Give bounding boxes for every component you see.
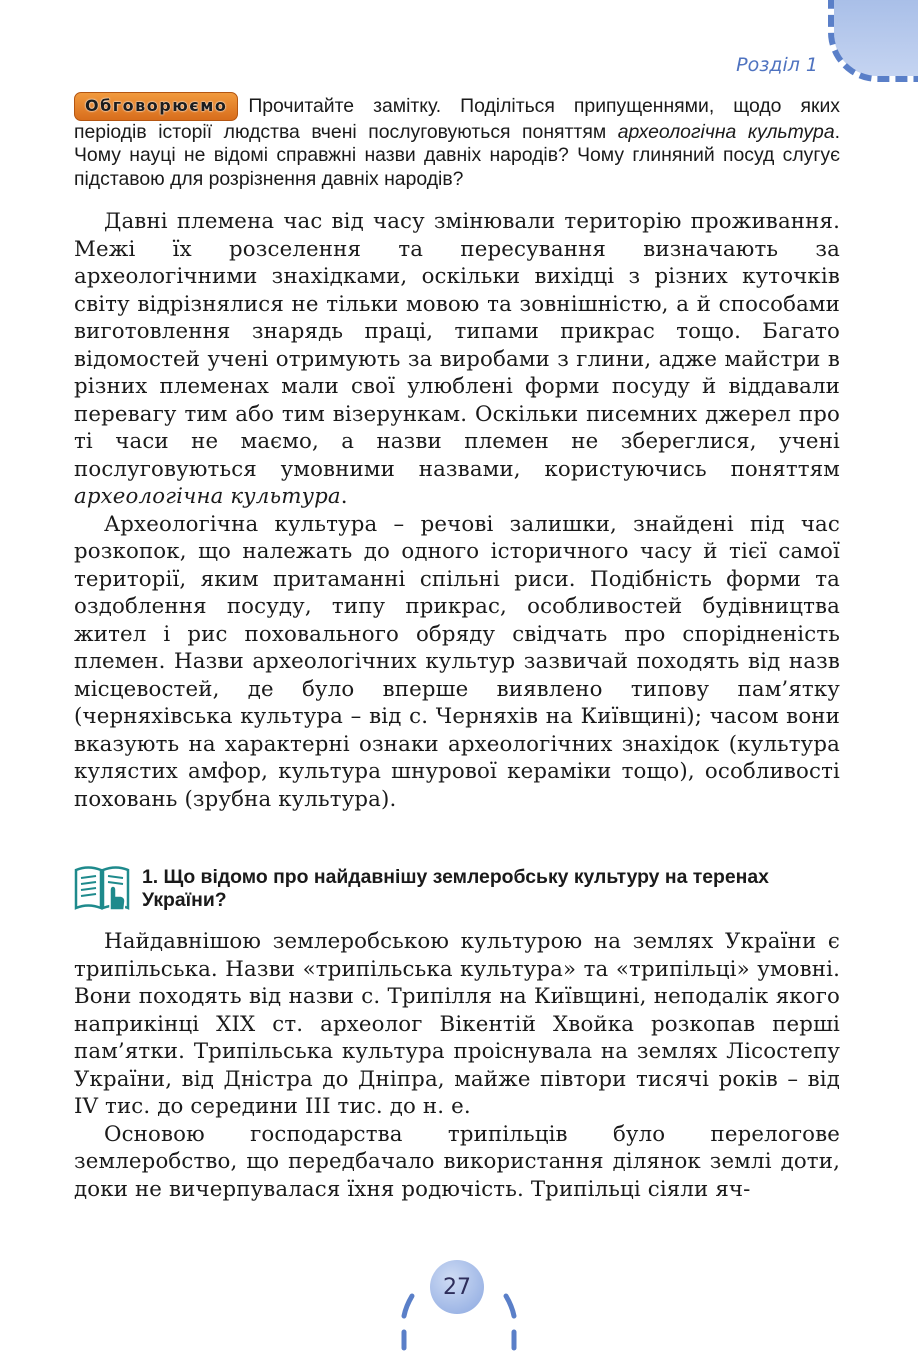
prompt-term: археологічна культура (617, 120, 835, 143)
page-number-badge (398, 1258, 520, 1360)
paragraph-2: Археологічна культура – речові залишки, знайдені під час розкопок, що належать до одного історичного часу й тієї самої території, яким притаманні спільні риси. Подібність форми та оздоблення посуду, типу прикрас, особливостей будівництва жител і рис поховального обряду свідчать про спорідненість племен. Назви археологічних культур зазвичай походять від назв місцевостей, де було вперше виявлено типову пам’ятку (черняхівська культура – від с. Черняхів на Київщині); часом вони вказують на характерні ознаки археологічних знахідок (культура кулястих амфор, культура шнурової кераміки тощо), особливості поховань (зрубна культура). (74, 511, 840, 812)
question-text: 1. Що відомо про найдавнішу землеробську культуру на теренах України? (142, 866, 769, 911)
paragraph-1-term: археологічна культура (74, 484, 341, 509)
book-pointer-icon (74, 864, 130, 912)
corner-dashed-border (828, 0, 918, 82)
paragraph-1 (74, 208, 840, 511)
paragraph-3: Найдавнішою землеробською культурою на землях України є трипільська. Назви «трипільська культура» та «трипільці» умовні. Вони походять від назви с. Трипілля на Київщині, неподалік якого наприкінці ХІХ ст. археолог Вікентій Хвойка розкопав перші пам’ятки. Трипільська культура проіснувала на землях Лісостепу України, від Дністра до Дніпра, майже півтори тисячі років – від IV тис. до середини ІІІ тис. до н. е. (74, 929, 840, 1119)
discuss-badge: Обговорюємо (74, 92, 238, 121)
body-text-top (74, 208, 840, 813)
section-label: Розділ 1 (736, 54, 818, 76)
paragraph-1-end: . (340, 484, 348, 509)
discussion-prompt (74, 92, 840, 191)
paragraph-4: Основою господарства трипільців було перелогове землеробство, що передбачало використання ділянок землі доти, доки не вичерпувалася їхня родючість. Трипільці сіяли яч- (74, 1121, 840, 1202)
page-number: 27 (430, 1260, 484, 1314)
paragraph-1-text: Давні племена час від часу змінювали територію проживання. Межі їх розселення та пересування визначають за археологічними знахідками, оскільки вихідці з різних куточків світу відрізнялися не тільки мовою та зовнішністю, а й способами виготовлення знарядь праці, типами прикрас тощо. Багато відомостей учені отримують за виробами з глини, адже майстри в різних племенах мали свої улюблені форми посуду й віддавали перевагу тим або тим візерункам. Оскільки писемних джерел про ті часи не маємо, а назви племен не збереглися, учені послуговуються умовними назвами, користуючись поняттям (74, 209, 840, 482)
prompt-text-end: . Чому науці не відомі справжні назви давніх народів? Чому глиняний посуд слугує підставою для розрізнення давніх народів? (74, 120, 840, 190)
question-block (74, 862, 840, 918)
body-text-bottom (74, 928, 840, 1203)
prompt-text-start: Прочитайте замітку. Поділіться припущеннями, щодо яких періодів історії людства вчені послуговуються поняттям (74, 95, 840, 143)
